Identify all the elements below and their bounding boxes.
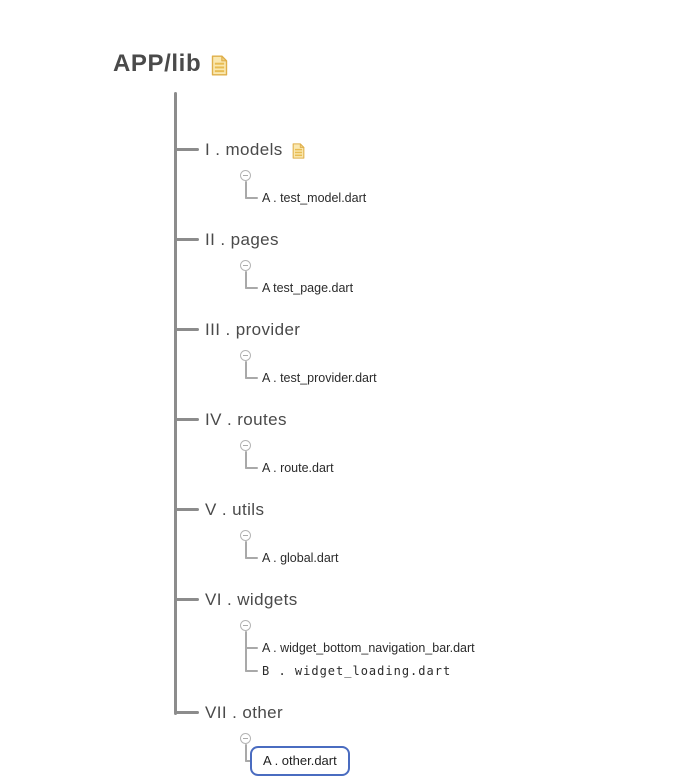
branch-node[interactable] — [205, 230, 279, 250]
collapse-button[interactable] — [240, 350, 251, 361]
child-connector-line — [245, 631, 247, 672]
child-connector-elbow — [245, 647, 258, 649]
child-node-label: A . other.dart — [263, 753, 337, 768]
child-connector-elbow — [245, 670, 258, 672]
minus-icon — [243, 738, 248, 740]
child-connector-elbow — [245, 557, 258, 559]
branch-connector-line — [175, 711, 199, 714]
branch-node[interactable] — [205, 410, 287, 430]
child-node-selected[interactable] — [250, 746, 350, 776]
minus-icon — [243, 535, 248, 537]
trunk-line — [174, 92, 177, 715]
child-connector-elbow — [245, 287, 258, 289]
branch-connector-line — [175, 148, 199, 151]
minus-icon — [243, 355, 248, 357]
collapse-button[interactable] — [240, 170, 251, 181]
branch-connector-line — [175, 328, 199, 331]
branch-node[interactable] — [205, 140, 305, 160]
child-node[interactable]: A . widget_bottom_navigation_bar.dart — [262, 641, 475, 655]
branch-node-label[interactable]: I . models — [205, 140, 283, 159]
branch-connector-line — [175, 598, 199, 601]
note-icon[interactable] — [211, 55, 228, 76]
branch-node-label[interactable]: IV . routes — [205, 410, 287, 429]
branch-node[interactable] — [205, 703, 283, 723]
collapse-button[interactable] — [240, 260, 251, 271]
branch-node-label[interactable]: II . pages — [205, 230, 279, 249]
branch-node-label[interactable]: V . utils — [205, 500, 265, 519]
child-node[interactable]: A . test_provider.dart — [262, 371, 377, 385]
branch-node[interactable] — [205, 320, 300, 340]
minus-icon — [243, 445, 248, 447]
branch-node-label[interactable]: VI . widgets — [205, 590, 298, 609]
root-topic-label[interactable]: APP/lib — [113, 50, 202, 77]
root-topic[interactable] — [113, 50, 228, 78]
branch-node[interactable] — [205, 500, 264, 520]
child-node[interactable]: B . widget_loading.dart — [262, 664, 452, 678]
branch-connector-line — [175, 508, 199, 511]
child-connector-elbow — [245, 467, 258, 469]
collapse-button[interactable] — [240, 733, 251, 744]
collapse-button[interactable] — [240, 530, 251, 541]
branch-node-label[interactable]: VII . other — [205, 703, 284, 722]
branch-node[interactable] — [205, 590, 298, 610]
branch-node-label[interactable]: III . provider — [205, 320, 301, 339]
minus-icon — [243, 265, 248, 267]
minus-icon — [243, 625, 248, 627]
collapse-button[interactable] — [240, 620, 251, 631]
child-connector-elbow — [245, 197, 258, 199]
child-node[interactable]: A . global.dart — [262, 551, 339, 565]
child-connector-elbow — [245, 377, 258, 379]
note-icon[interactable] — [292, 141, 305, 159]
child-node[interactable]: A test_page.dart — [262, 281, 354, 295]
minus-icon — [243, 175, 248, 177]
collapse-button[interactable] — [240, 440, 251, 451]
child-node[interactable]: A . test_model.dart — [262, 191, 367, 205]
branch-connector-line — [175, 418, 199, 421]
child-node[interactable]: A . route.dart — [262, 461, 334, 475]
branch-connector-line — [175, 238, 199, 241]
